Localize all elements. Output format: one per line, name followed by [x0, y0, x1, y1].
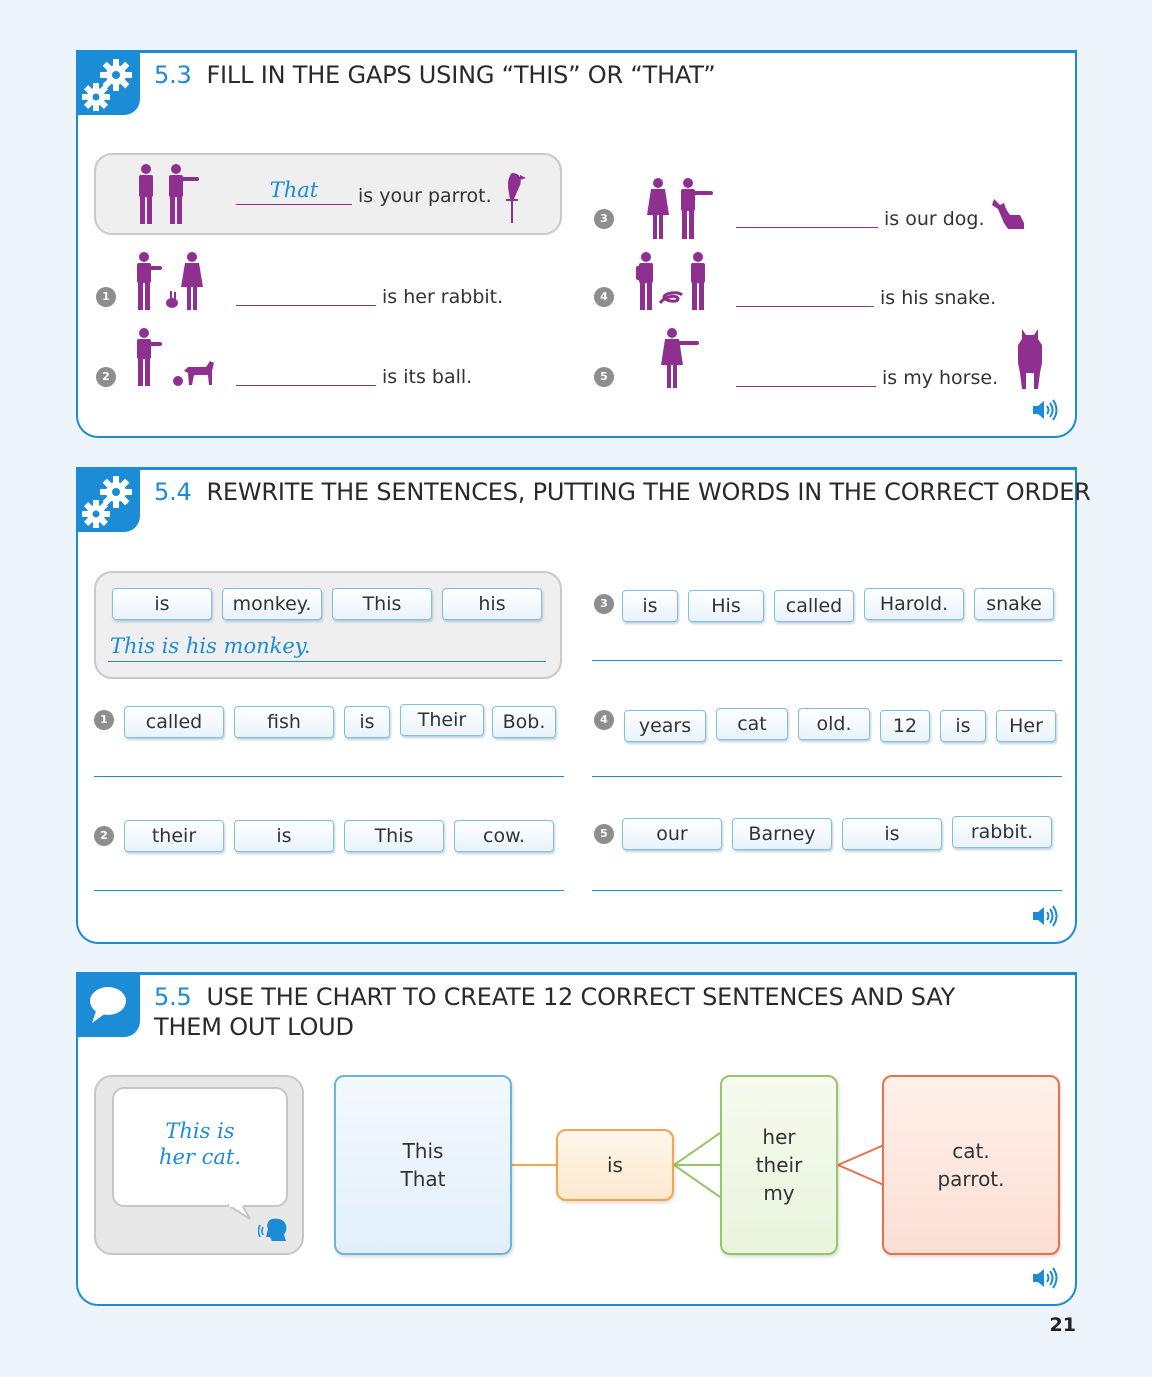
- item-number: 1: [94, 710, 114, 730]
- word-tile[interactable]: Harold.: [864, 588, 964, 620]
- item-number: 4: [594, 287, 614, 307]
- example-answer: That: [269, 178, 319, 202]
- example-line-2: her cat.: [158, 1145, 242, 1169]
- word-tile[interactable]: is: [234, 820, 334, 852]
- speaker-icon[interactable]: [1031, 904, 1059, 928]
- exercise-5-5: [76, 972, 1077, 1306]
- exercise-title-text: USE THE CHART TO CREATE 12 CORRECT SENTENCES AND SAY THEM OUT LOUD: [154, 983, 956, 1041]
- gap-line[interactable]: [236, 385, 376, 386]
- word-tile[interactable]: This: [332, 588, 432, 620]
- item-sentence: is her rabbit.: [382, 286, 504, 308]
- gears-icon: [76, 51, 140, 115]
- word-tile[interactable]: is: [940, 710, 986, 742]
- word-tile[interactable]: is: [344, 706, 390, 738]
- parrot-icon: [498, 169, 528, 225]
- exercise-number: 5.3: [154, 61, 192, 89]
- people-pointing-icon: [132, 163, 202, 227]
- exercise-5-4: [76, 467, 1091, 944]
- exercise-title-text: REWRITE THE SENTENCES, PUTTING THE WORDS IN THE CORRECT ORDER: [206, 478, 1091, 506]
- word-tile[interactable]: years: [624, 710, 706, 742]
- item-number: 3: [594, 209, 614, 229]
- page-number: 21: [1049, 1314, 1076, 1336]
- speaker-icon[interactable]: [1031, 398, 1059, 422]
- word-tile[interactable]: cow.: [454, 820, 554, 852]
- chart-word: my: [763, 1181, 795, 1205]
- word-tile[interactable]: Bob.: [492, 706, 556, 738]
- word-tile[interactable]: His: [688, 590, 764, 622]
- gap-line[interactable]: [236, 305, 376, 306]
- word-tile[interactable]: is: [842, 818, 942, 850]
- person-dog-ball-icon: [132, 327, 222, 389]
- word-tile[interactable]: Their: [400, 704, 484, 736]
- exercise-title: [154, 477, 1091, 507]
- item-sentence: is our dog.: [884, 208, 985, 230]
- chart-card-subject: [334, 1075, 512, 1255]
- item-sentence: is its ball.: [382, 366, 473, 388]
- item-number: 4: [594, 710, 614, 730]
- answer-line: [108, 661, 546, 662]
- word-tile[interactable]: monkey.: [222, 588, 322, 620]
- item-number: 2: [94, 826, 114, 846]
- item-sentence: is his snake.: [880, 287, 997, 309]
- answer-line[interactable]: [592, 660, 1062, 661]
- chart-word: is: [607, 1153, 623, 1177]
- item-number: 2: [96, 367, 116, 387]
- word-tile[interactable]: our: [622, 818, 722, 850]
- word-tile[interactable]: 12: [880, 710, 930, 742]
- gap-line: [236, 204, 352, 205]
- item-number: 5: [594, 367, 614, 387]
- item-number: 1: [96, 287, 116, 307]
- example-sentence: is your parrot.: [358, 185, 492, 207]
- chart-word: her: [762, 1125, 796, 1149]
- word-tile[interactable]: his: [442, 588, 542, 620]
- item-number: 5: [594, 824, 614, 844]
- gap-line[interactable]: [736, 227, 878, 228]
- word-tile[interactable]: Her: [996, 710, 1056, 742]
- chart-word: their: [755, 1153, 803, 1177]
- example-answer: This is his monkey.: [110, 634, 311, 658]
- chart-word: cat.: [952, 1139, 990, 1163]
- word-tile[interactable]: called: [124, 706, 224, 738]
- horse-icon: [1016, 327, 1044, 391]
- word-tile[interactable]: old.: [798, 708, 870, 740]
- exercise-5-3: [76, 50, 1077, 438]
- dog-icon: [990, 197, 1026, 231]
- answer-line[interactable]: [94, 776, 564, 777]
- exercise-number: 5.4: [154, 478, 192, 506]
- word-tile[interactable]: is: [112, 588, 212, 620]
- word-tile[interactable]: cat: [716, 708, 788, 740]
- people-pointing-icon: [644, 177, 720, 241]
- people-snake-icon: [634, 251, 714, 313]
- woman-pointing-icon: [660, 327, 704, 389]
- answer-line[interactable]: [592, 890, 1062, 891]
- word-tile[interactable]: rabbit.: [952, 816, 1052, 848]
- exercise-header: [78, 53, 1075, 113]
- exercise-title-text: FILL IN THE GAPS USING “THIS” OR “THAT”: [206, 61, 716, 89]
- answer-line[interactable]: [94, 890, 564, 891]
- exercise-header: [78, 470, 1091, 530]
- exercise-number: 5.5: [154, 983, 192, 1011]
- speaker-icon[interactable]: [1031, 1266, 1059, 1290]
- chart-card-possessive: [720, 1075, 838, 1255]
- answer-line[interactable]: [592, 776, 1062, 777]
- word-tile[interactable]: fish: [234, 706, 334, 738]
- item-sentence: is my horse.: [882, 367, 999, 389]
- chart-word: This: [402, 1139, 444, 1163]
- word-tile[interactable]: Barney: [732, 818, 832, 850]
- word-tile[interactable]: This: [344, 820, 444, 852]
- gap-line[interactable]: [736, 306, 874, 307]
- chart-card-noun: [882, 1075, 1060, 1255]
- example-line-1: This is: [165, 1119, 235, 1143]
- gears-icon: [76, 468, 140, 532]
- word-tile[interactable]: called: [774, 590, 854, 622]
- word-tile[interactable]: is: [622, 590, 678, 622]
- exercise-title: [154, 60, 715, 90]
- chart-word: parrot.: [937, 1167, 1005, 1191]
- word-tile[interactable]: their: [124, 820, 224, 852]
- chart-card-verb: [556, 1129, 674, 1201]
- gap-line[interactable]: [736, 386, 876, 387]
- word-tile[interactable]: snake: [974, 588, 1054, 620]
- item-number: 3: [594, 594, 614, 614]
- chart-word: That: [400, 1167, 446, 1191]
- people-rabbit-icon: [132, 251, 212, 311]
